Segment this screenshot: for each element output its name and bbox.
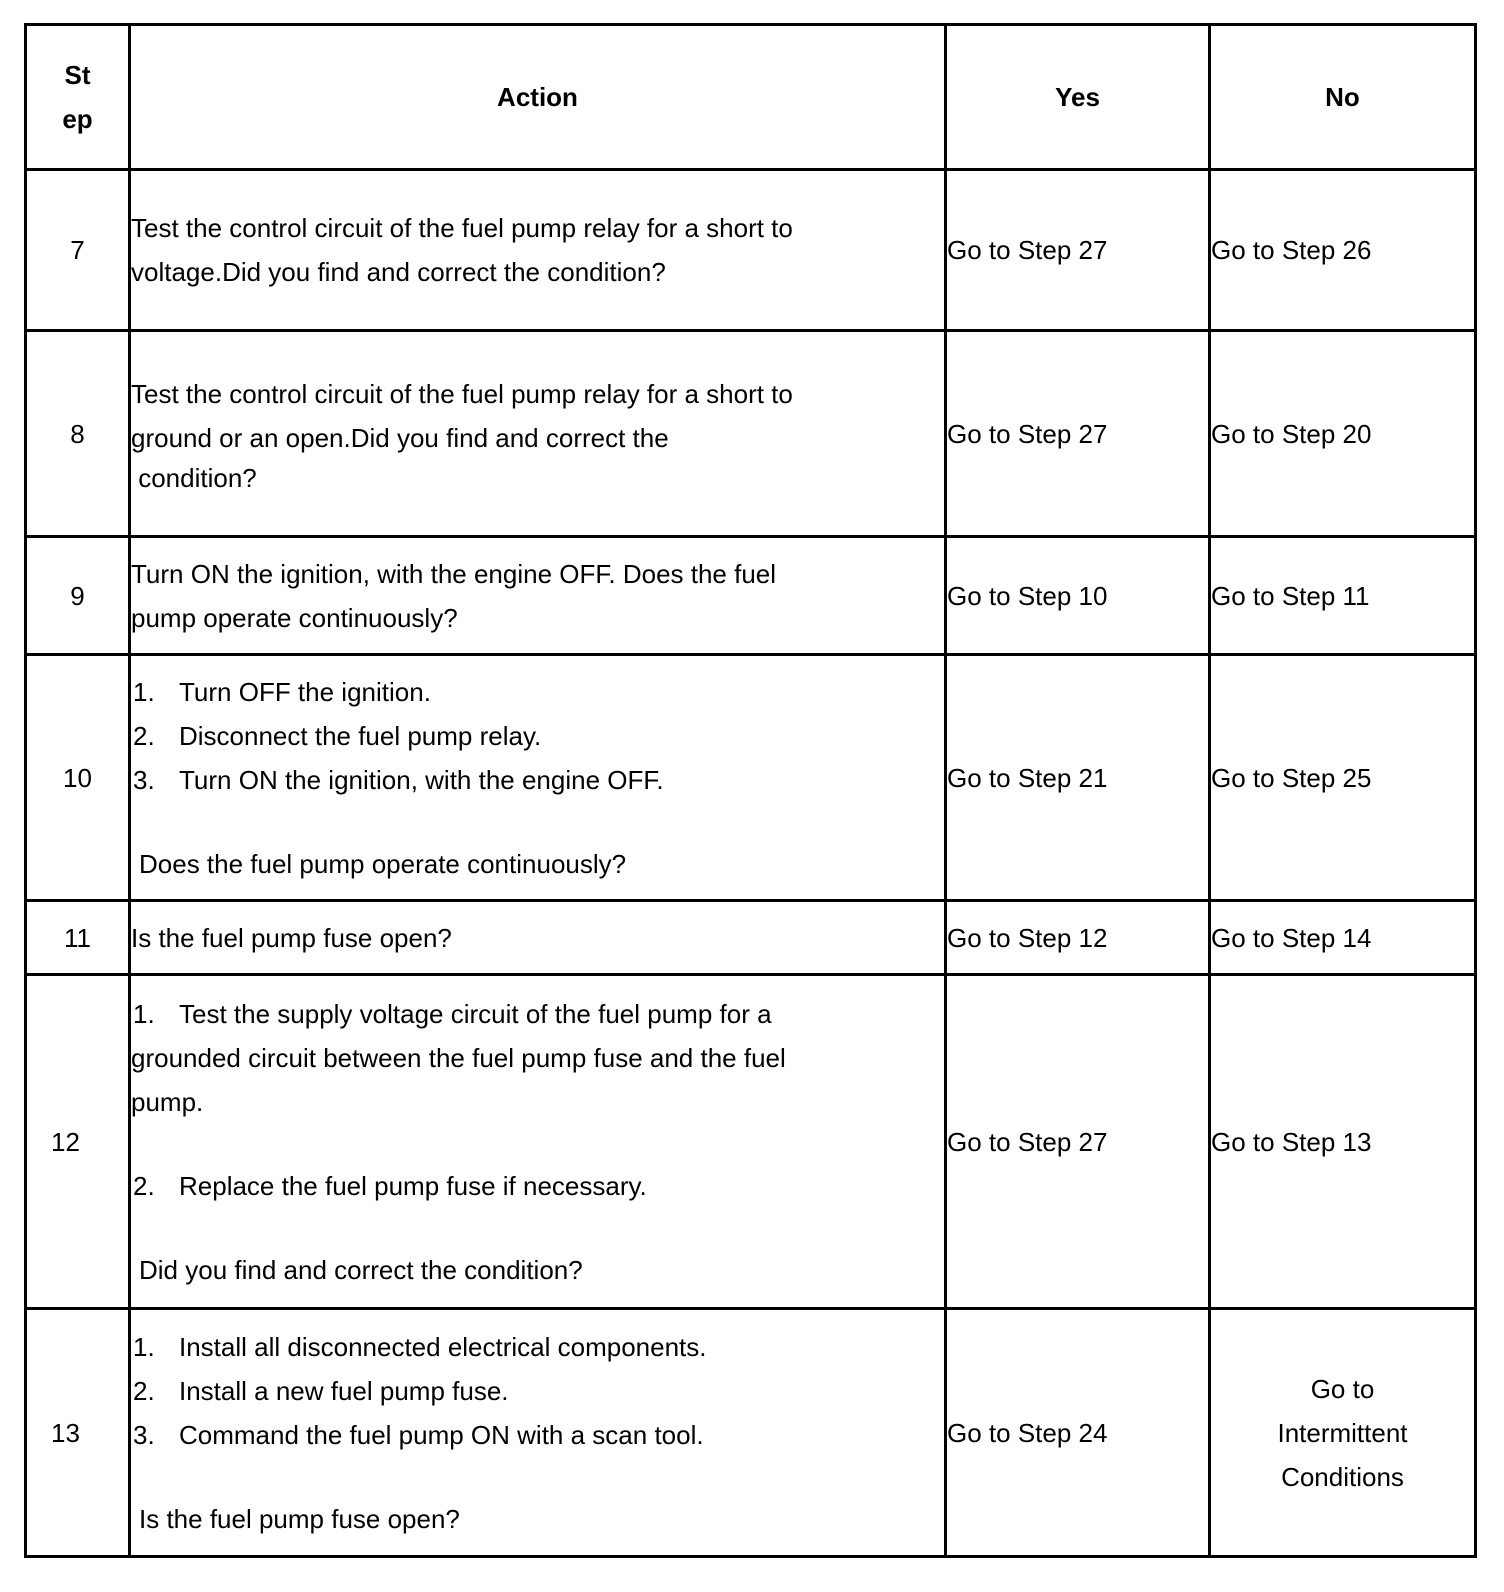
- list-text-continued: grounded circuit between the fuel pump fuse and the fuel: [131, 1042, 786, 1073]
- action-line: Test the control circuit of the fuel pump relay for a short to: [131, 378, 793, 409]
- spacer: [131, 1124, 944, 1164]
- table-row: [26, 901, 1476, 975]
- list-item: [131, 670, 944, 714]
- action-line: condition?: [131, 462, 257, 493]
- action-cell: [130, 975, 946, 1309]
- list-text: Replace the fuel pump fuse if necessary.: [179, 1170, 647, 1201]
- list-item: [131, 714, 944, 758]
- step-number: 9: [26, 537, 130, 655]
- list-number: 3.: [133, 764, 155, 795]
- action-line: Test the control circuit of the fuel pump relay for a short to: [131, 213, 793, 243]
- list-text: Turn ON the ignition, with the engine OFF.: [179, 764, 664, 795]
- no-cell: Go to Step 13: [1210, 975, 1476, 1309]
- header-action: Action: [130, 25, 946, 170]
- header-step: [26, 25, 130, 170]
- step-number: 11: [26, 901, 130, 975]
- table-row: [26, 975, 1476, 1309]
- yes-cell: Go to Step 10: [946, 537, 1210, 655]
- list-item: [131, 1325, 944, 1369]
- list-text: Command the fuel pump ON with a scan tool.: [179, 1419, 704, 1450]
- action-line: Turn ON the ignition, with the engine OFF. Does the fuel: [131, 558, 777, 589]
- list-text: Test the supply voltage circuit of the fuel pump for a: [179, 998, 772, 1029]
- yes-cell: Go to Step 24: [946, 1309, 1210, 1557]
- no-cell: Go to Step 11: [1210, 537, 1476, 655]
- no-line: Conditions: [1281, 1461, 1404, 1492]
- yes-cell: Go to Step 27: [946, 975, 1210, 1309]
- action-line: voltage.Did you find and correct the condition?: [131, 257, 666, 287]
- header-yes: Yes: [946, 25, 1210, 170]
- list-number: 1.: [133, 676, 155, 707]
- list-item: [131, 992, 944, 1036]
- action-cell: [130, 1309, 946, 1557]
- no-cell: Go to Step 20: [1210, 331, 1476, 537]
- table-row: [26, 170, 1476, 331]
- table-row: [26, 537, 1476, 655]
- list-text: Install a new fuel pump fuse.: [179, 1375, 509, 1406]
- no-cell: Go to Step 26: [1210, 170, 1476, 331]
- list-number: 1.: [133, 1331, 155, 1362]
- list-item: [131, 1369, 944, 1413]
- question-text: Did you find and correct the condition?: [139, 1254, 583, 1285]
- action-cell: [130, 170, 946, 331]
- yes-cell: Go to Step 12: [946, 901, 1210, 975]
- step-number: 13: [26, 1309, 130, 1557]
- question-text: Does the fuel pump operate continuously?: [139, 848, 627, 879]
- table-row: [26, 1309, 1476, 1557]
- list-text: Install all disconnected electrical components.: [179, 1331, 707, 1362]
- step-number: 12: [26, 975, 130, 1309]
- action-line: pump operate continuously?: [131, 602, 458, 633]
- header-step-line1: St: [64, 60, 91, 90]
- list-text: Turn OFF the ignition.: [179, 676, 431, 707]
- list-number: 2.: [133, 1375, 155, 1406]
- table-row: [26, 331, 1476, 537]
- action-cell: [130, 655, 946, 901]
- step-number: 10: [26, 655, 130, 901]
- no-line: Intermittent: [1277, 1417, 1408, 1448]
- no-cell: Go to Step 14: [1210, 901, 1476, 975]
- list-item: [131, 758, 944, 802]
- yes-cell: Go to Step 27: [946, 331, 1210, 537]
- yes-cell: Go to Step 27: [946, 170, 1210, 331]
- list-text: Disconnect the fuel pump relay.: [179, 720, 542, 751]
- action-cell: [130, 331, 946, 537]
- list-number: 2.: [133, 1170, 155, 1201]
- yes-cell: Go to Step 21: [946, 655, 1210, 901]
- action-line: ground or an open.Did you find and correct the: [131, 422, 669, 453]
- list-text-continued: pump.: [131, 1086, 204, 1117]
- spacer: [131, 802, 944, 842]
- list-item: [131, 1164, 944, 1208]
- step-number: 8: [26, 331, 130, 537]
- list-number: 3.: [133, 1419, 155, 1450]
- header-row: [26, 25, 1476, 170]
- no-cell: Go to Step 25: [1210, 655, 1476, 901]
- diagnostic-table: [24, 23, 1477, 1558]
- spacer: [131, 1208, 944, 1248]
- header-step-line2: ep: [62, 104, 93, 134]
- list-number: 2.: [133, 720, 155, 751]
- list-number: 1.: [133, 998, 155, 1029]
- header-no: No: [1210, 25, 1476, 170]
- no-line: Go to: [1310, 1373, 1375, 1404]
- no-cell: [1210, 1309, 1476, 1557]
- question-text: Is the fuel pump fuse open?: [139, 1503, 460, 1534]
- action-cell: Is the fuel pump fuse open?: [130, 901, 946, 975]
- step-number: 7: [26, 170, 130, 331]
- table-row: [26, 655, 1476, 901]
- spacer: [131, 1457, 944, 1497]
- action-cell: [130, 537, 946, 655]
- list-item: [131, 1413, 944, 1457]
